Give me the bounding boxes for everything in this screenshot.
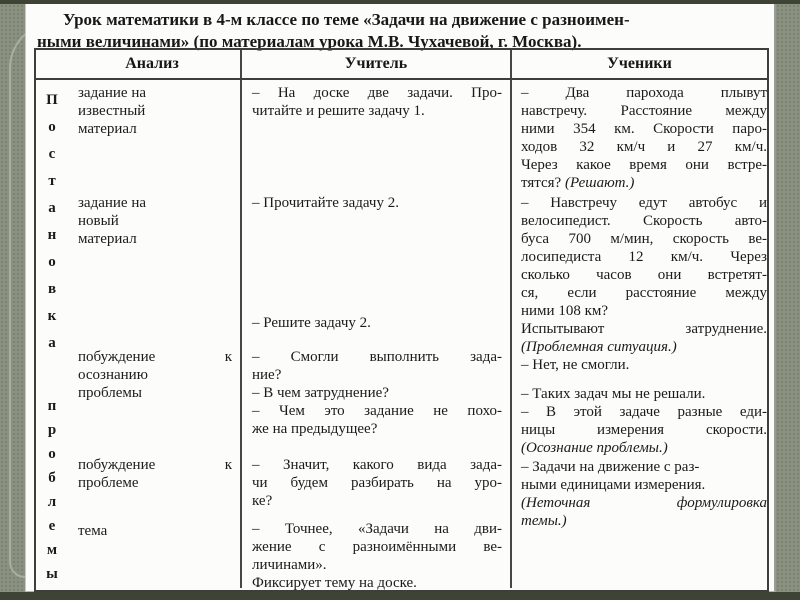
teacher-remark: – На доске две задачи. Про- читайте и решите задачу 1. [252, 85, 502, 119]
bottom-border-strip [0, 592, 800, 600]
teacher-remark: – Значит, какого вида зада- чи будем разбирать на уро- ке? [252, 457, 502, 509]
teacher-remark: – Решите задачу 2. [252, 315, 371, 331]
pupils-remark: – Навстречу едут автобус и велосипедист. Скорость авто- буса 700 м/мин, скорость ве- лосипедиста 12 км/ч. Через сколько часов они встретят- ся, если расстояние между ними 108 км? Испытывают затруднение. (Проблемная ситуация.) – Нет, не смогли. [521, 195, 767, 373]
header-teacher: Учитель [240, 50, 510, 78]
lesson-analysis-table [34, 48, 769, 592]
stage-label-vertical-2: проблемы [44, 398, 60, 590]
analysis-item-known-material: задание на известный материал [78, 85, 147, 137]
analysis-item-problem-awareness: побуждение к осознанию проблемы [78, 349, 232, 401]
slide-title: Урок математики в 4-м классе по теме «Задачи на движение с разноимен- ными величинами» (по материалам урока М.В. Чухачевой, г. Москва). [37, 10, 630, 51]
teacher-remark: – Прочитайте задачу 2. [252, 195, 399, 211]
table-header-row [36, 50, 767, 80]
header-pupils: Ученики [510, 50, 767, 78]
header-analysis: Анализ [125, 55, 179, 72]
pupils-column [510, 80, 767, 588]
pupils-remark: – Задачи на движение с раз- ными единицами измерения. (Неточная формулировка темы.) [521, 459, 767, 529]
stage-label-vertical-1: Постановка [44, 92, 60, 362]
teacher-remark: – Точнее, «Задачи на дви- жение с разноимёнными ве- личинами». Фиксирует тему на доске. [252, 521, 502, 591]
analysis-column [36, 80, 240, 588]
document-page [25, 4, 776, 592]
table-body-row [36, 80, 767, 591]
analysis-item-topic: тема [78, 523, 108, 539]
teacher-remark: – Смогли выполнить зада- ние? – В чем затруднение? – Чем это задание не похо- же на предыдущее? [252, 349, 502, 437]
analysis-item-new-material: задание на новый материал [78, 195, 147, 247]
analysis-item-problem-prompt: побуждение к проблеме [78, 457, 232, 491]
pupils-remark: – Два парохода плывут навстречу. Расстояние между ними 354 км. Скорости паро- ходов 32 км/ч и 27 км/ч. Через какое время они встре- тятся? (Решают.) [521, 85, 767, 191]
teacher-column [240, 80, 510, 591]
pupils-remark: – Таких задач мы не решали. – В этой задаче разные еди- ницы измерения скорости. (Осознание проблемы.) [521, 386, 767, 456]
